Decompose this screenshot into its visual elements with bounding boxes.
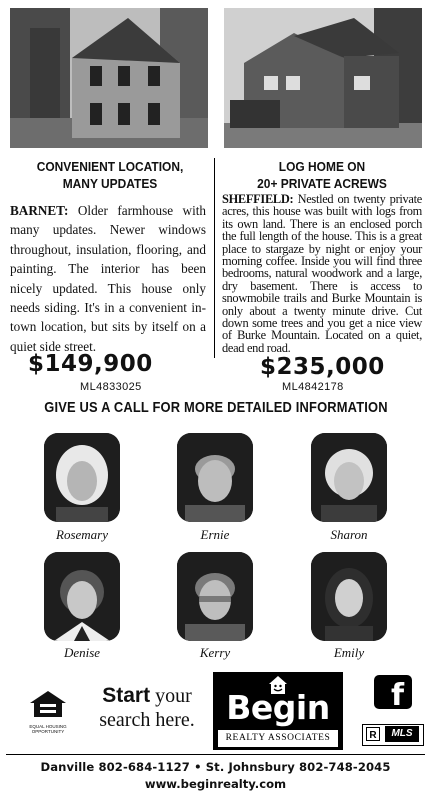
- tagline-your: your: [150, 685, 192, 707]
- listing-2-price: $235,000: [260, 354, 385, 380]
- listing-2-headline-line1: LOG HOME ON: [278, 159, 366, 174]
- listing-1-price: $149,900: [28, 351, 153, 377]
- agent-name-kerry: Kerry: [199, 645, 231, 660]
- agent-name-ernie: Ernie: [200, 527, 230, 542]
- svg-text:R: R: [369, 730, 377, 741]
- tagline-line2: search here.: [99, 709, 195, 731]
- listing-1-headline: [18, 158, 202, 192]
- begin-realty-logo: [213, 672, 343, 750]
- facebook-letter: f: [390, 678, 404, 713]
- listing-1-headline-line1: CONVENIENT LOCATION,: [36, 159, 184, 174]
- column-divider: [214, 158, 215, 358]
- agent-name-rosemary: Rosemary: [56, 527, 108, 542]
- footer-rule: [6, 754, 425, 755]
- listing-1-headline-line2: MANY UPDATES: [62, 176, 158, 191]
- listing-2-description: [222, 193, 422, 354]
- listing-2-text: Nestled on twenty private acres, this house was built with logs from its own land. There is an enclosed porch the full length of the house. This is a great place to stargaze by night or enjoy your morning coffee. Inside you will find three bedrooms, natural woodwork and a large, dry basement. There is access to snowmobile trails and Burke Mountain is only about a twenty minute drive. Cut down some trees and you get a nice view of Burke Mountain. Located on a quiet, dead end road.: [222, 192, 422, 355]
- agent-name-emily: Emily: [333, 645, 365, 660]
- equal-housing-label-line2: OPPORTUNITY: [31, 729, 65, 734]
- listing-1-description: [10, 201, 206, 356]
- agent-photo-rosemary: [44, 433, 120, 522]
- tagline-line1: [86, 684, 208, 708]
- agent-photo-emily: [311, 552, 387, 641]
- agent-photo-denise: [44, 552, 120, 641]
- agent-photo-sharon: [311, 433, 387, 522]
- farmhouse-photo: [10, 8, 208, 148]
- tagline: [86, 684, 208, 732]
- listing-2-town: SHEFFIELD:: [222, 192, 294, 206]
- equal-housing-label-line1: EQUAL HOUSING: [29, 724, 67, 729]
- mls-label: MLS: [385, 726, 419, 742]
- listing-1-text: Older farmhouse with many updates. Newer windows throughout, insulation, flooring, and painting. The interior has been nicely updated. This house only needs siding. It's in a convenient in-town location, but sits by itself on a quiet side street.: [10, 203, 206, 354]
- logo-subtitle: REALTY ASSOCIATES: [218, 730, 338, 747]
- listing-1-ml-number: ML4833025: [80, 381, 142, 393]
- agent-photo-kerry: [177, 552, 253, 641]
- tagline-start: Start: [102, 684, 151, 707]
- logo-word: Begin: [226, 688, 330, 727]
- equal-housing-logo: [26, 689, 70, 737]
- agent-name-denise: Denise: [63, 645, 101, 660]
- listing-2-headline: [230, 158, 414, 192]
- mls-logo: [362, 724, 424, 746]
- cta-banner: GIVE US A CALL FOR MORE DETAILED INFORMATION: [44, 399, 388, 416]
- facebook-icon[interactable]: [374, 675, 412, 713]
- listing-2-headline-line2: 20+ PRIVATE ACREWS: [257, 176, 387, 191]
- agent-name-sharon: Sharon: [330, 527, 368, 542]
- listing-1-town: BARNET:: [10, 203, 69, 218]
- listing-2-ml-number: ML4842178: [282, 381, 344, 393]
- footer-website[interactable]: www.beginrealty.com: [144, 777, 287, 791]
- agent-photo-ernie: [177, 433, 253, 522]
- realtor-r-icon: [366, 727, 380, 741]
- footer-phones: Danville 802-684-1127 • St. Johnsbury 802-748-2045: [40, 760, 391, 774]
- equal-housing-icon: [28, 689, 68, 719]
- log-home-photo: [224, 8, 422, 148]
